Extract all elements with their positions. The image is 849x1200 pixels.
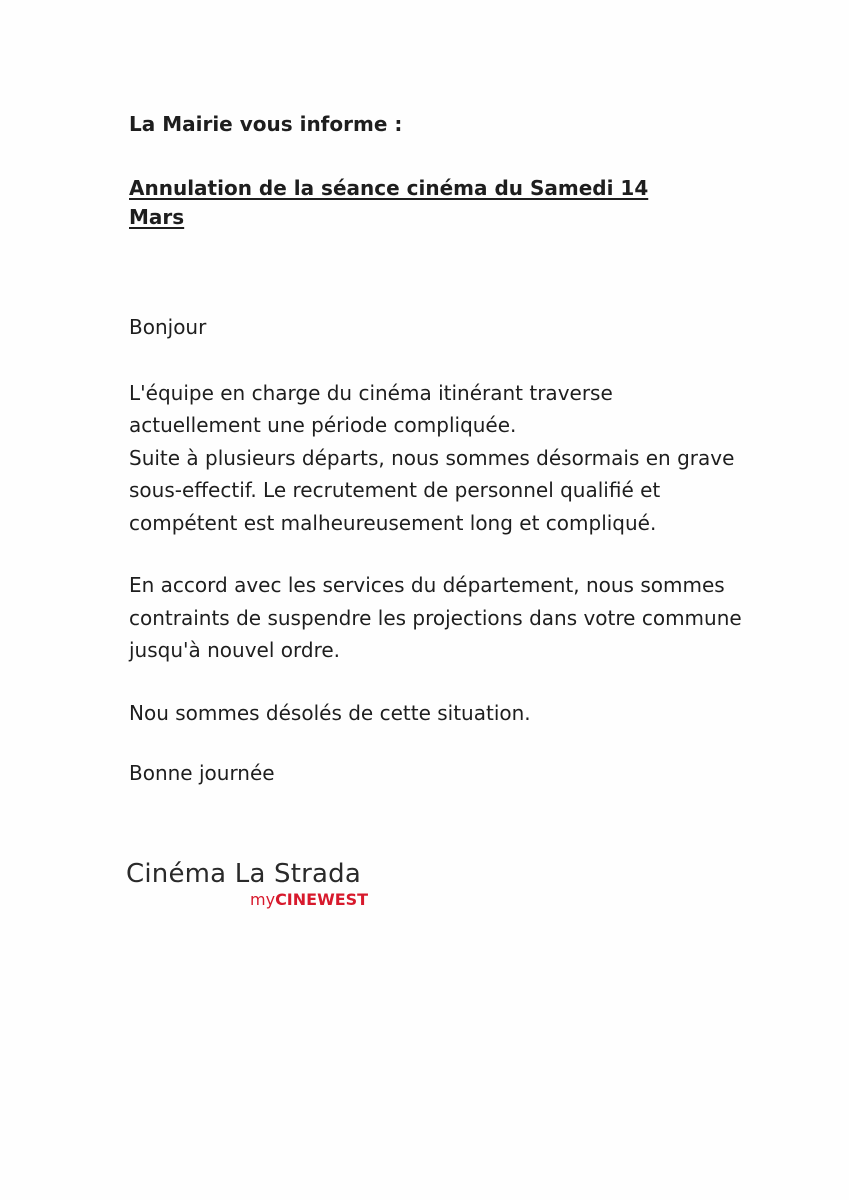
closing-line: Bonne journée [129,761,275,785]
cinewest-logo [250,890,368,910]
paragraph-4: Nou sommes désolés de cette situation. [129,700,531,725]
paragraph-3: En accord avec les services du département, nous sommes contraints de suspendre les projections dans votre commune jusqu'à nouvel ordre. [129,573,742,662]
subject-heading: Annulation de la séance cinéma du Samedi 14 Mars [129,176,649,229]
signature-block [126,858,368,910]
greeting: Bonjour [129,315,207,339]
paragraph-1: L'équipe en charge du cinéma itinérant traverse actuellement une période compliquée. [129,380,613,437]
cinema-name: Cinéma La Strada [126,859,362,889]
paragraph-2: Suite à plusieurs départs, nous sommes désormais en grave sous-effectif. Le recrutement de personnel qualifié et compétent est malheureusement long et compliqué. [129,445,735,535]
notice-heading: La Mairie vous informe : [129,112,403,136]
logo-prefix: my [250,890,276,909]
logo-name: CINEWEST [275,890,369,909]
letter-body [129,110,749,790]
